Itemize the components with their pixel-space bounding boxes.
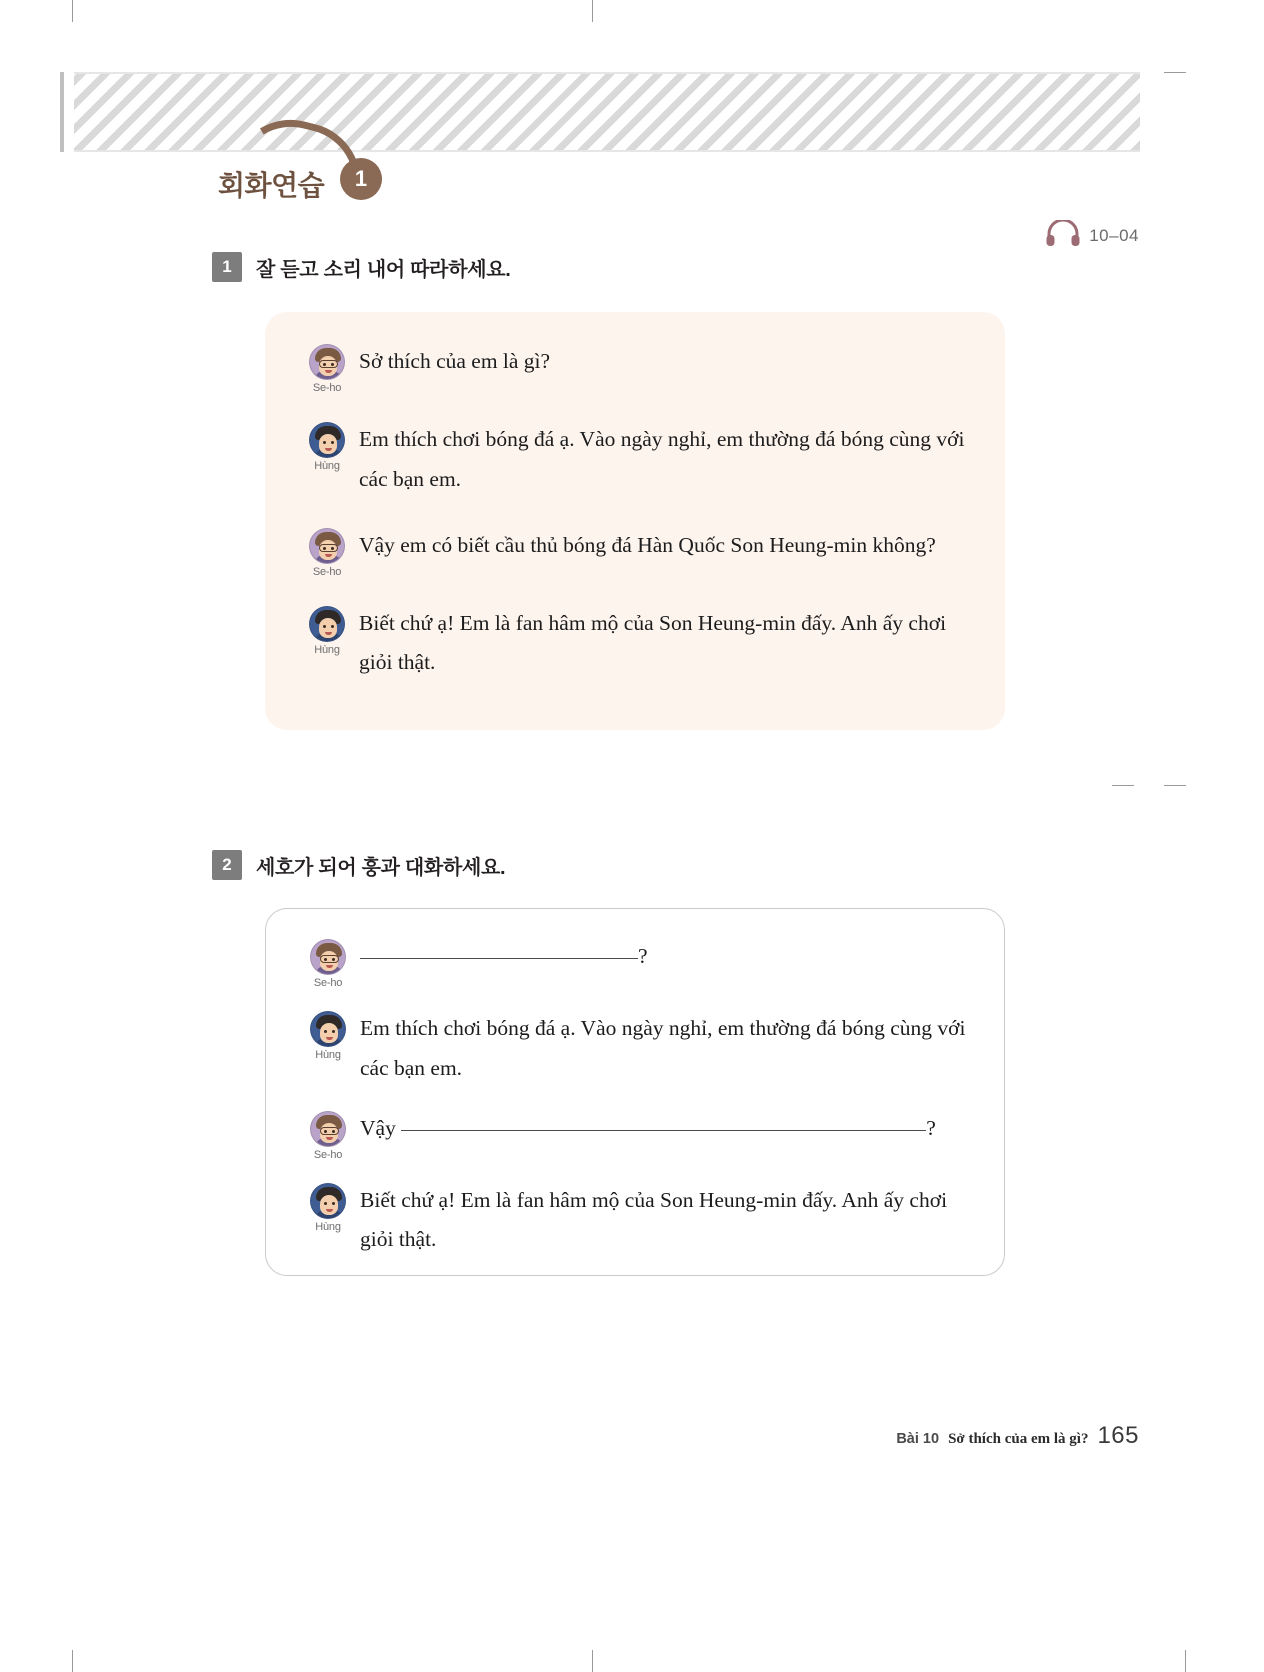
speaker-avatar-group [296, 1009, 360, 1061]
dialogue-text: Em thích chơi bóng đá ạ. Vào ngày nghỉ, em thường đá bóng cùng với các bạn em. [359, 427, 965, 491]
speaker-avatar-group [295, 604, 359, 656]
speaker-name: Hùng [314, 460, 340, 472]
crop-mark-bottom-left [72, 1650, 73, 1672]
section-title: 회화연습 [218, 170, 325, 201]
speaker-avatar-group [295, 526, 359, 578]
audio-track-marker [1046, 220, 1139, 251]
avatar-se-ho-icon [309, 344, 345, 380]
task-1-instruction: 잘 듣고 소리 내어 따라하세요. [256, 258, 511, 281]
crop-mark-right-middle-2 [1112, 785, 1134, 786]
crop-mark-top-left [72, 0, 73, 22]
avatar-se-ho-icon [309, 528, 345, 564]
speaker-name: Hùng [314, 643, 340, 656]
dialogue-line [266, 937, 1004, 989]
crop-mark-top-center [592, 0, 593, 22]
speaker-name: Hùng [315, 1220, 341, 1233]
dialogue-line [266, 1009, 1004, 1089]
dialogue-panel-practice [265, 908, 1005, 1276]
dialogue-fill-in [360, 1109, 970, 1149]
fill-in-suffix: ? [638, 944, 648, 968]
speaker-avatar-group [296, 937, 360, 989]
dialogue-fill-in [360, 937, 970, 977]
avatar-se-ho-icon [310, 939, 346, 975]
speaker-name: Se-ho [313, 1148, 343, 1161]
section-badge: 1 [340, 158, 382, 200]
answer-blank[interactable] [360, 958, 638, 959]
dialogue-line [265, 342, 1005, 394]
task-2-number: 2 [212, 850, 242, 880]
section-header [200, 150, 450, 220]
footer-lesson: Bài 10 [896, 1431, 940, 1447]
crop-mark-right-top [1164, 72, 1186, 73]
dialogue-text: Biết chứ ạ! Em là fan hâm mộ của Son Heung-min đấy. Anh ấy chơi giỏi thật. [360, 1187, 948, 1252]
task-1 [212, 252, 511, 282]
crop-mark-bottom-right [1185, 1650, 1186, 1672]
speaker-name: Se-ho [312, 565, 342, 578]
dialogue-text: Sở thích của em là gì? [359, 349, 551, 373]
crop-mark-right-middle [1164, 785, 1186, 786]
fill-in-suffix: ? [926, 1115, 936, 1140]
avatar-hung-icon [310, 1183, 346, 1219]
speaker-name: Se-ho [312, 382, 342, 394]
dialogue-text: Em thích chơi bóng đá ạ. Vào ngày nghỉ, em thường đá bóng cùng với các bạn em. [360, 1016, 966, 1080]
dialogue-line [265, 604, 1005, 684]
answer-blank[interactable] [401, 1130, 926, 1131]
crop-mark-bottom-center [592, 1650, 593, 1672]
footer-title: Sở thích của em là gì? [948, 1431, 1089, 1447]
fill-in-prefix: Vậy [360, 1115, 402, 1140]
task-2-instruction: 세호가 되어 훙과 대화하세요. [256, 856, 506, 879]
avatar-se-ho-icon [310, 1111, 346, 1147]
task-1-number: 1 [212, 252, 242, 282]
speaker-name: Hùng [315, 1049, 341, 1061]
page-footer [896, 1422, 1139, 1450]
headphones-icon [1046, 220, 1080, 251]
speaker-avatar-group [295, 342, 359, 394]
speaker-avatar-group [295, 420, 359, 472]
dialogue-text: Vậy em có biết cầu thủ bóng đá Hàn Quốc Son Heung-min không? [359, 532, 936, 557]
dialogue-line [266, 1181, 1004, 1261]
dialogue-line [265, 420, 1005, 500]
avatar-hung-icon [309, 606, 345, 642]
dialogue-line [266, 1109, 1004, 1161]
audio-track-label: 10–04 [1089, 225, 1139, 245]
decorative-hatched-banner [60, 72, 1140, 152]
avatar-hung-icon [310, 1011, 346, 1047]
dialogue-line [265, 526, 1005, 578]
task-2 [212, 850, 505, 880]
dialogue-panel-listen [265, 312, 1005, 730]
page-number: 165 [1097, 1422, 1139, 1449]
speaker-avatar-group [296, 1109, 360, 1161]
speaker-name: Se-ho [313, 977, 343, 989]
avatar-hung-icon [309, 422, 345, 458]
banner-left-bar [60, 72, 64, 152]
speaker-avatar-group [296, 1181, 360, 1233]
dialogue-text: Biết chứ ạ! Em là fan hâm mộ của Son Heung-min đấy. Anh ấy chơi giỏi thật. [359, 610, 947, 675]
